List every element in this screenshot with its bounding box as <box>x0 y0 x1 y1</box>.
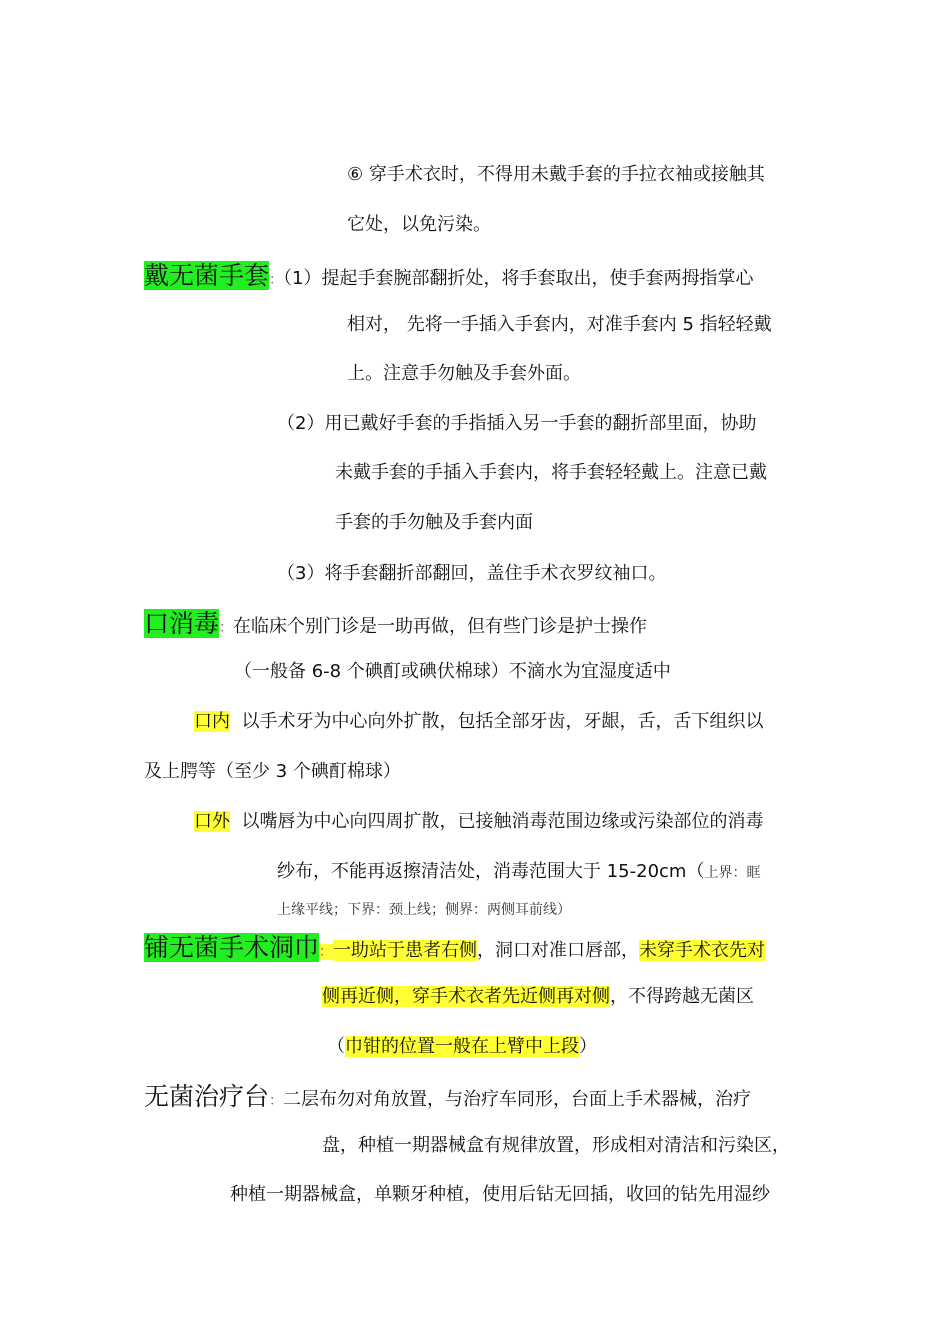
drape-line-2b: ，不得跨越无菌区 <box>610 986 754 1007</box>
drape-line-3 <box>327 1035 597 1059</box>
gloves-line-1: （1）提起手套腕部翻折处，将手套取出，使手套两拇指掌心 <box>283 268 754 289</box>
section-oral-heading: 口消毒 <box>144 609 220 638</box>
section-gloves-heading: 戴无菌手套 <box>144 261 270 290</box>
gloves-line-7: （3）将手套翻折部翻回，盖住手术衣罗纹袖口。 <box>277 563 667 584</box>
oral-inner-text-2: 及上腭等（至少 3 个碘酊棉球） <box>144 761 401 782</box>
table-line-2: 盘，种植一期器械盒有规律放置，形成相对清洁和污染区， <box>322 1135 790 1156</box>
drape-line-3b: 巾钳的位置一般在上臂中上段 <box>345 1036 579 1057</box>
oral-inner-label: 口内 <box>194 711 230 732</box>
s1-line-2: 它处，以免污染。 <box>347 214 491 235</box>
gloves-line-4: （2）用已戴好手套的手指插入另一手套的翻折部里面，协助 <box>277 413 757 434</box>
s1-line-1: ⑥ 穿手术衣时，不得用未戴手套的手拉衣袖或接触其 <box>347 164 765 185</box>
section-drape-heading: 铺无菌手术洞巾 <box>144 933 320 962</box>
oral-outer-text-2b: 上界：眶 <box>704 865 761 881</box>
gloves-line-5: 未戴手套的手插入手套内，将手套轻轻戴上。注意已戴 <box>335 462 767 483</box>
oral-line-1: 在临床个别门诊是一助再做，但有些门诊是护士操作 <box>233 616 648 637</box>
oral-outer-text: 以嘴唇为中心向四周扩散，已接触消毒范围边缘或污染部位的消毒 <box>241 811 764 832</box>
gloves-line-2: 相对， 先将一手插入手套内，对准手套内 5 指轻轻戴 <box>347 314 772 335</box>
table-line-1: 二层布勿对角放置，与治疗车同形，台面上手术器械，治疗 <box>283 1089 752 1110</box>
oral-outer-text-2a: 纱布，不能再返擦清洁处，消毒范围大于 15-20cm（ <box>277 861 705 882</box>
section-gloves-colon: ： <box>269 272 284 288</box>
section-oral-colon: ： <box>219 620 234 636</box>
drape-line-1b: ，洞口对准口唇部， <box>477 940 640 961</box>
section-table-colon: ： <box>269 1093 284 1109</box>
table-line-3: 种植一期器械盒，单颗牙种植，使用后钻无回插，收回的钻先用湿纱 <box>230 1184 770 1205</box>
oral-inner <box>194 710 763 734</box>
drape-line-1c: 未穿手术衣先对 <box>639 940 766 961</box>
section-sterile-table <box>144 1081 751 1113</box>
section-table-heading: 无菌治疗台 <box>144 1082 270 1111</box>
oral-outer-line-2 <box>277 860 760 885</box>
oral-outer-text-3: 上缘平线；下界：颈上线；侧界：两侧耳前线） <box>277 902 571 918</box>
gloves-line-6: 手套的手勿触及手套内面 <box>335 512 533 533</box>
oral-inner-text: 以手术牙为中心向外扩散，包括全部牙齿，牙龈，舌，舌下组织以 <box>241 711 764 732</box>
section-drape-colon: ： <box>319 944 334 960</box>
drape-line-3c: ） <box>579 1036 597 1057</box>
drape-line-2 <box>322 985 754 1009</box>
section-drape <box>144 932 765 964</box>
section-gloves <box>144 260 753 292</box>
oral-outer-label: 口外 <box>194 811 230 832</box>
oral-line-2: （一般备 6-8 个碘酊或碘伏棉球）不滴水为宜湿度适中 <box>234 661 671 682</box>
oral-outer <box>194 810 763 834</box>
section-oral-disinfection <box>144 608 647 640</box>
drape-line-1a: 一助站于患者右侧 <box>333 940 478 961</box>
drape-line-3a: （ <box>327 1036 345 1057</box>
drape-line-2a: 侧再近侧，穿手术衣者先近侧再对侧 <box>322 986 610 1007</box>
gloves-line-3: 上。注意手勿触及手套外面。 <box>347 363 581 384</box>
